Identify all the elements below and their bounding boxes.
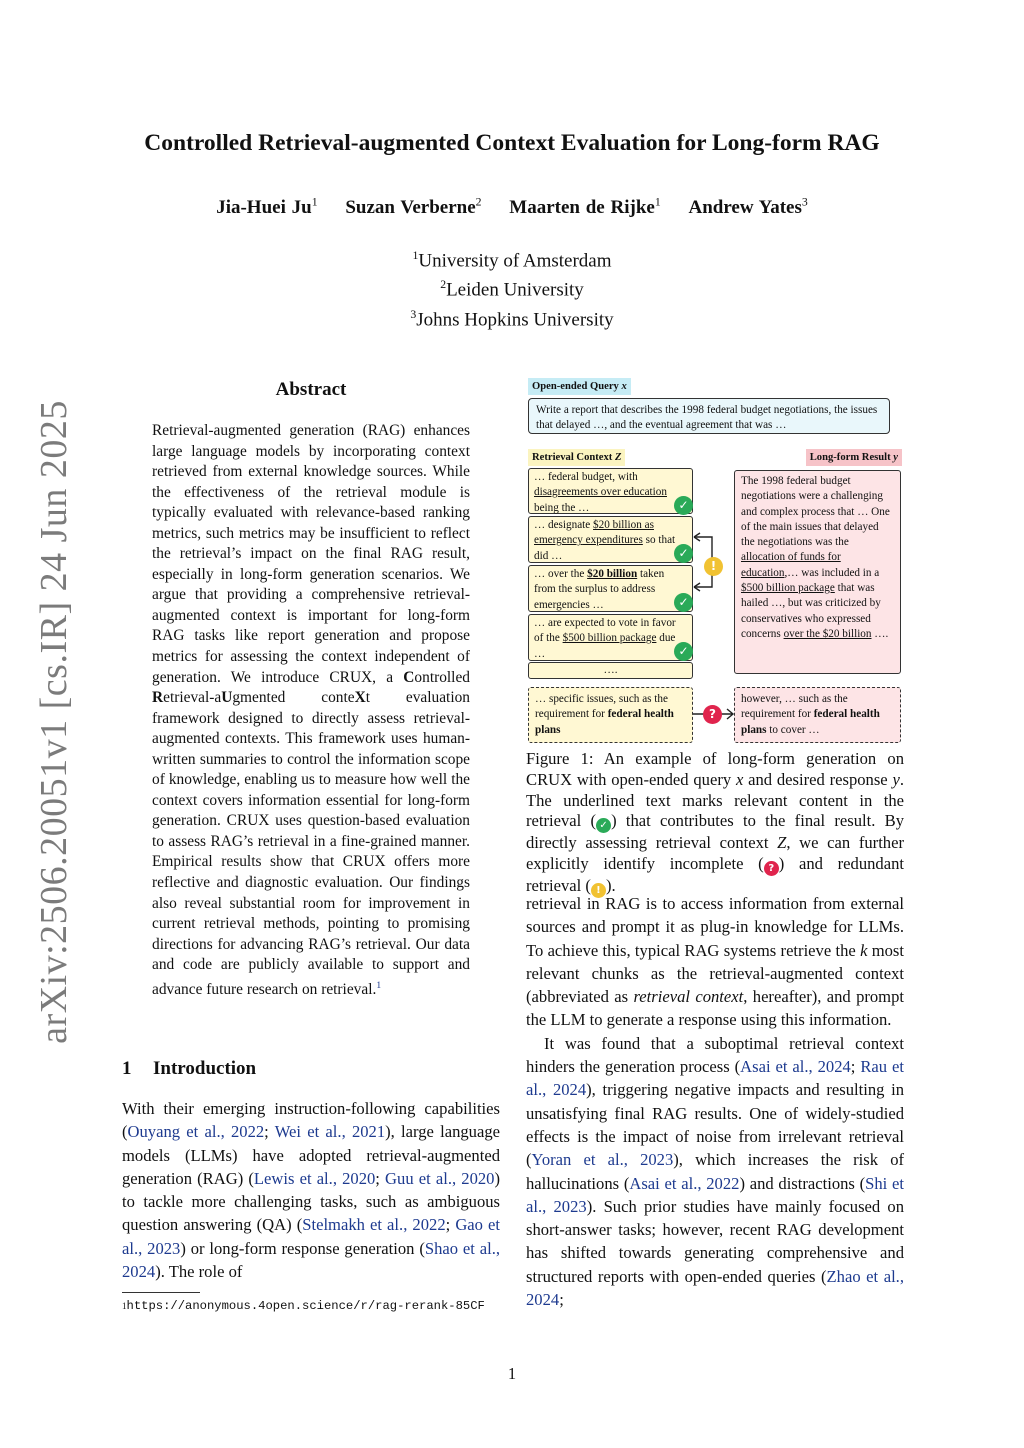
query-label: Open-ended Query x — [528, 378, 631, 395]
author: Jia-Huei Ju$^1$ — [216, 196, 318, 219]
citation[interactable]: Gao et al., 2023 — [122, 1215, 501, 1258]
context-chunk: … designate $20 billion as emergency expenditures so that did … — [528, 516, 693, 563]
check-icon: ✓ — [674, 544, 693, 563]
citation[interactable]: Shao et al., 2024 — [122, 1238, 500, 1282]
paragraph: It was found that a suboptimal retrieval context hinders the generation process (Asai et al., 2024; Rau et al., 2024), triggering negative impacts and resulting in unsatisfying final RAG results. One of widely-studied effects is the impact of noise from irrelevant retrieval (Yoran et al., 2023), which increases the risk of hallucinations (Asai et al., 2022) and distractions (Shi et al., 2023). Such prior studies have mainly focused on short-answer tasks; however, recent RAG development has shifted towards generating comprehensive and structured reports with open-ended queries (Zhao et al., 2024; — [526, 1033, 905, 1310]
footnote-link[interactable]: https://anonymous.4open.science/r/rag-rerank-85CF — [126, 1299, 485, 1313]
paragraph: retrieval in RAG is to access information from external sources and prompt it as plug-in knowledge for LLMs. To achieve this, typical RAG systems retrieve the k most relevant chunks as the retrieval-augmented context (abbreviated as retrieval context, hereafter), and prompt the LLM to generate a response using this information. — [526, 894, 904, 1030]
context-chunk-ellipsis: …. — [528, 662, 693, 679]
citation[interactable]: Zhao et al., 2024 — [526, 1266, 904, 1310]
citation[interactable]: Wei et al., 2021 — [274, 1122, 386, 1142]
affiliations — [0, 244, 1024, 332]
author-list — [0, 196, 1024, 219]
footnote: $^1$https://anonymous.4open.science/r/rag-rerank-85CF — [122, 1299, 485, 1313]
citation[interactable]: Shi et al., 2023 — [526, 1173, 905, 1216]
author: Andrew Yates$^3$ — [688, 196, 808, 219]
citation[interactable]: Guu et al., 2020 — [385, 1168, 495, 1188]
section-heading: 1 Introduction — [122, 1058, 257, 1079]
citation[interactable]: Stelmakh et al., 2022 — [302, 1215, 446, 1235]
affiliation: $^3$Johns Hopkins University — [410, 307, 614, 330]
context-chunk: … are expected to vote in favor of the $500 billion package due … — [528, 614, 693, 661]
footnote-marker[interactable]: 1 — [376, 979, 382, 991]
question-icon: ? — [764, 861, 779, 876]
check-icon: ✓ — [596, 818, 611, 833]
intro-paragraph: With their emerging instruction-following capabilities (Ouyang et al., 2022; Wei et al., 2021), large language models (LLMs) have adopted retrieval-augmented generation (RAG) (Lewis et al., 2020; Guu et al., 2020) to tackle more challenging tasks, such as ambiguous question answering (QA) (Stelmakh et al., 2022; Gao et al., 2023) or long-form response generation (Shao et al., 2024). The role of — [122, 1099, 501, 1282]
question-icon: ? — [703, 705, 722, 724]
footnote-rule — [122, 1292, 200, 1293]
abstract-text: Retrieval-augmented generation (RAG) enhances large language models by incorporating context retrieved from external knowledge sources. While the effectiveness of the retrieval module is typically evaluated with relevance-based ranking metrics, such metrics may be insufficient to reflect the retrieval’s impact on the final RAG result, especially in long-form generation scenarios. We argue that providing a comprehensive retrieval-augmented context is important for long-form RAG tasks like report generation and propose metrics for assessing the context independent of generation. We introduce CRUX, a Controlled Retrieval-aUgmented conteXt evaluation framework designed to directly assess retrieval-augmented contexts. This framework uses human-written summaries to control the information scope of knowledge, enabling us to measure how well the context covers information essential for long-form generation. CRUX uses question-based evaluation to assess RAG’s retrieval in a fine-grained manner. Empirical results show that CRUX offers more reflective and diagnostic evaluation. Our findings also reveal substantial room for improvement in current retrieval methods, pointing to promising directions for advancing RAG’s retrieval. Our data and code are publicly available to support and advance future research on retrieval.$^1$ — [152, 422, 470, 998]
context-chunk: … federal budget, with disagreements over education being the … — [528, 468, 693, 514]
arxiv-stamp: arXiv:2506.20051v1 [cs.IR] 24 Jun 2025 — [33, 400, 75, 1044]
check-icon: ✓ — [674, 593, 693, 612]
citation[interactable]: Ouyang et al., 2022 — [127, 1122, 265, 1142]
figure-1 — [526, 376, 904, 746]
abstract-heading: Abstract — [275, 379, 347, 400]
context-chunk: … over the $20 billion taken from the surplus to address emergencies … — [528, 565, 693, 612]
affiliation: $^2$Leiden University — [440, 278, 584, 301]
author: Maarten de Rijke$^1$ — [509, 196, 661, 219]
check-icon: ✓ — [674, 496, 693, 515]
author: Suzan Verberne$^2$ — [345, 196, 482, 219]
paper-title: Controlled Retrieval-augmented Context Evaluation for Long-form RAG — [144, 130, 880, 156]
citation[interactable]: Asai et al., 2022 — [629, 1173, 740, 1193]
result-label: Long-form Result y — [806, 449, 902, 466]
missing-result-box: however, … such as the requirement for federal health plans to cover … — [734, 687, 901, 743]
missing-context-box: … specific issues, such as the requirement for federal health plans — [528, 687, 693, 743]
warning-icon: ! — [591, 883, 606, 898]
citation[interactable]: Rau et al., 2024 — [526, 1057, 904, 1100]
query-box: Write a report that describes the 1998 federal budget negotiations, the issues that delayed …, and the eventual agreement that was … — [528, 398, 890, 434]
figure-caption: Figure 1: An example of long-form generation on CRUX with open-ended query x and desired response y. The underlined text marks relevant content in the retrieval ( ✓ ) that contributes to the final result. By directly assessing retrieval context Z, we can further explicitly identify incomplete ( ? ) and redundant retrieval ( ! ). — [526, 749, 905, 897]
citation[interactable]: Lewis et al., 2020 — [253, 1168, 376, 1188]
citation[interactable]: Yoran et al., 2023 — [531, 1150, 674, 1170]
check-icon: ✓ — [674, 642, 693, 661]
citation[interactable]: Asai et al., 2024 — [740, 1057, 851, 1077]
page-number: 1 — [507, 1364, 517, 1383]
intro-continued — [526, 892, 904, 1311]
context-label: Retrieval Context Z — [528, 449, 625, 466]
warning-icon: ! — [704, 557, 723, 576]
affiliation: $^1$University of Amsterdam — [412, 249, 612, 272]
result-box: The 1998 federal budget negotiations were a challenging and complex process that … One of the main issues that delayed the negotiations was the allocation of funds for education,… was included in a $500 billion package that was hailed …, but was criticized by conservatives who expressed concerns over the $20 billion …. — [734, 470, 901, 674]
